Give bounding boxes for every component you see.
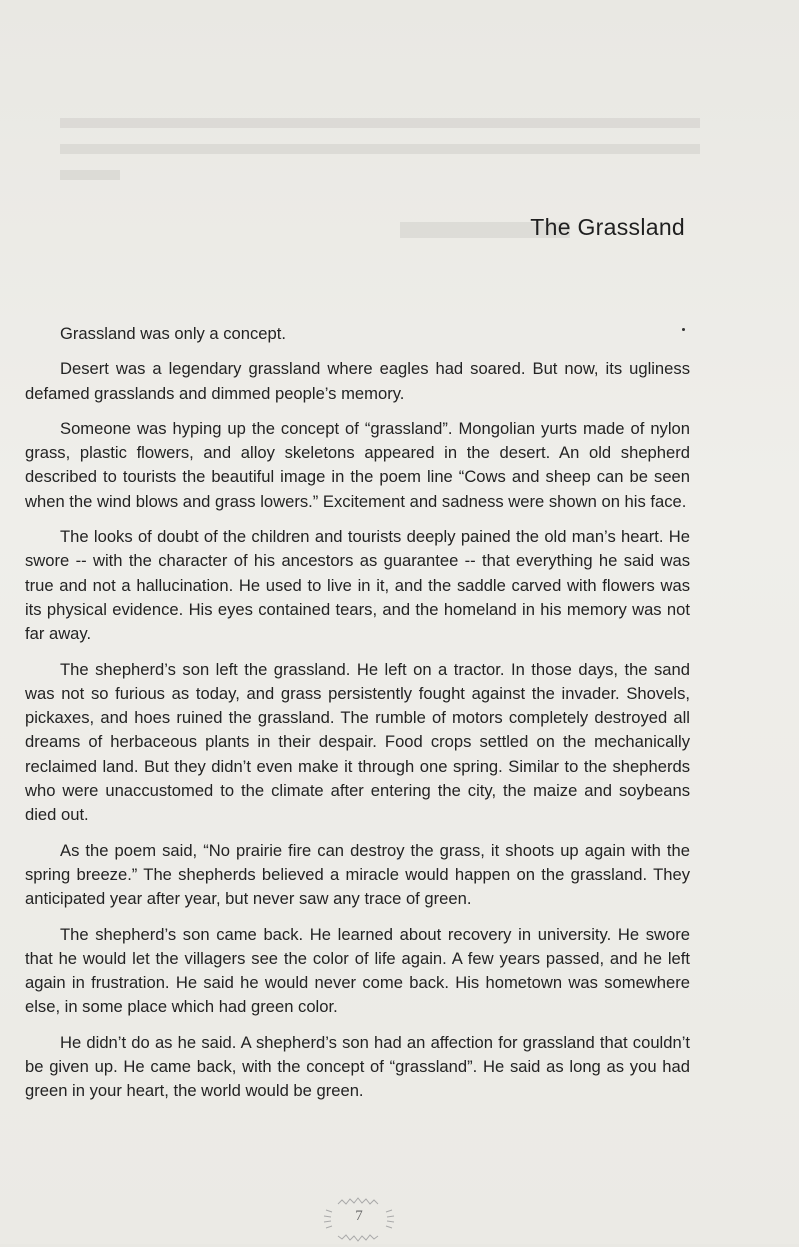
paragraph: Someone was hyping up the concept of “grassland”. Mongolian yurts made of nylon grass, plastic flowers, and alloy skeletons appeared in the desert. An old shepherd described to tourists the beautiful image in the poem line “Cows and sheep can be seen when the wind blows and grass lowers.” Excitement and sadness were shown on his face. <box>25 418 690 511</box>
paragraph: The looks of doubt of the children and tourists deeply pained the old man’s heart. He swore -- with the character of his ancestors as guarantee -- that everything he said was true and not a hallucination. He used to live in it, and the saddle carved with flowers was its physical evidence. His eyes contained tears, and the homeland in his memory was not far away. <box>25 527 690 644</box>
paragraph: The shepherd’s son came back. He learned about recovery in university. He swore that he would let the villagers see the color of life again. A few years passed, and he left again in frustration. He said he would never come back. His hometown was somewhere else, in some place which had green color. <box>25 924 690 1017</box>
paragraph: Grassland was only a concept. <box>60 324 286 343</box>
paragraph: Desert was a legendary grassland where eagles had soared. But now, its ugliness defamed grasslands and dimmed people’s memory. <box>25 359 690 403</box>
paragraph: The shepherd’s son left the grassland. He left on a tractor. In those days, the sand was not so furious as today, and grass persistently fought against the invader. Shovels, pickaxes, and hoes ruined the grassland. The rumble of motors completely destroyed all dreams of herbaceous plants in their despair. Food crops settled on the mechanically reclaimed land. But they didn’t even make it through one spring. Similar to the shepherds who were unaccustomed to the climate after entering the city, the maize and soybeans died out. <box>25 659 690 825</box>
page-title: The Grassland <box>530 214 685 240</box>
page-number-ornament <box>318 1196 400 1242</box>
paragraph: He didn’t do as he said. A shepherd’s son had an affection for grassland that couldn’t be given up. He came back, with the concept of “grassland”. He said as long as you had green in your heart, the world would be green. <box>25 1032 690 1101</box>
article-body <box>25 322 690 1115</box>
paragraph: As the poem said, “No prairie fire can destroy the grass, it shoots up again with the spring breeze.” The shepherds believed a miracle would happen on the grassland. They anticipated year after year, but never saw any trace of green. <box>25 840 690 909</box>
page-number: 7 <box>355 1208 363 1224</box>
